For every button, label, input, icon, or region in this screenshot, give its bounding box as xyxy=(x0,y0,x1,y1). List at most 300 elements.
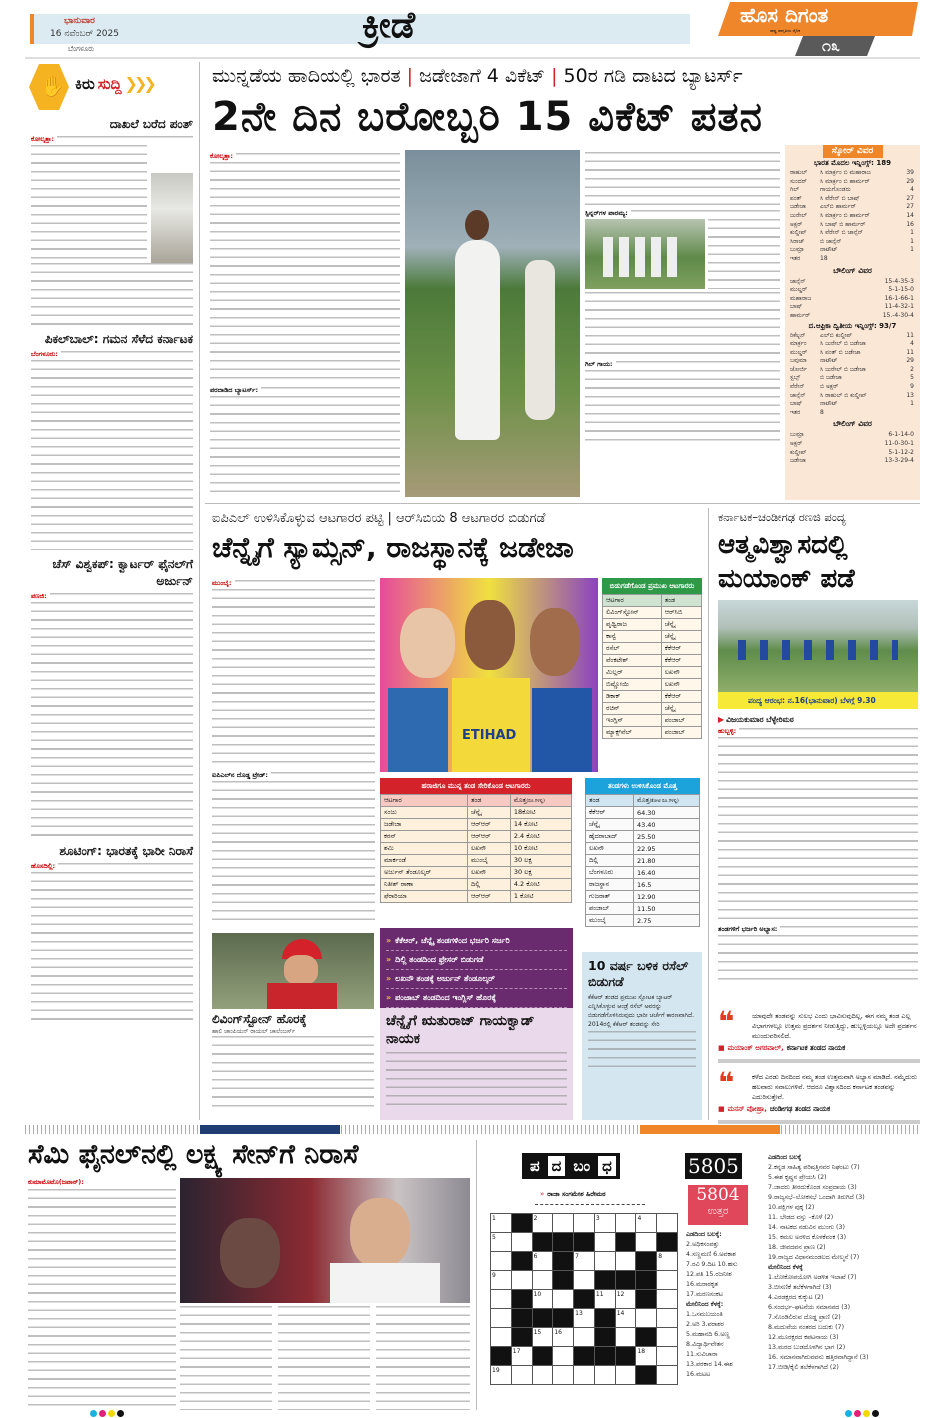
crossword-cell[interactable]: 12 xyxy=(615,1290,636,1309)
table-cell: ಚೆನ್ನೈ xyxy=(467,807,510,819)
masthead xyxy=(0,0,945,56)
crossword-cell[interactable] xyxy=(657,1214,678,1233)
black-cell xyxy=(636,1252,657,1271)
crossword-cell[interactable]: 5 xyxy=(491,1233,512,1252)
table-row xyxy=(586,903,700,915)
table-cell: ಹೈದರಾಬಾದ್ xyxy=(586,831,634,843)
chevrons-icon: ❯❯❯ xyxy=(124,74,153,93)
table-cell: ಸಂಜು xyxy=(381,807,468,819)
crossword-cell[interactable] xyxy=(511,1366,532,1385)
table-row xyxy=(603,679,702,691)
crossword-cell[interactable]: 17 xyxy=(511,1347,532,1366)
section-title: ಕ್ರೀಡೆ xyxy=(362,5,416,46)
clue-item: 3.ಬೀಸಣಿಕೆ ತಲೆಕೆಳಗಾಗಿದೆ (3) xyxy=(768,1284,832,1291)
black-cell xyxy=(574,1290,595,1309)
section-divider xyxy=(25,1125,920,1134)
batter-name: ಗಿಲ್ xyxy=(790,186,800,194)
table-cell: 1 ಕೋಟಿ xyxy=(510,891,571,903)
batter-name: ಇತರ xyxy=(790,408,801,416)
highlight-text: ಕೆಕೆಆರ್, ಚೆನ್ನೈ ತಂಡಗಳಿಂದ ಭರ್ಜರಿ ಸರ್ಜರಿ xyxy=(395,936,510,945)
column-header-unit: (ರೂ.ಗಳಲ್ಲಿ) xyxy=(526,799,545,804)
russell-title: 10 ವರ್ಷ ಬಳಿಕ ರಸೆಲ್ ಬಿಡುಗಡೆ xyxy=(588,958,689,989)
crossword-cell[interactable]: 11 xyxy=(594,1290,615,1309)
russell-lead: ಕೆಕೆಆರ್ ತಂಡದ ಪ್ರಮುಖ ಸ್ಫೋಟಕ ಬ್ಯಾಟರ್ ಎನ್ನಿಸಿಕೊಳ್ಳುವ ಆಂಡ್ರೆ ರಸೆಲ್ ಅವರನ್ನು ಬಿಡುಗಡೆಗೊಳಿಸಿರುವುದು ಭಾರೀ ಚರ್ಚೆಗೆ ಕಾರಣವಾಗಿದೆ. 2014ರಲ್ಲಿ ಕೆಕೆಆರ್ ತಂಡವನ್ನು ಸೇರಿ xyxy=(588,994,694,1028)
black-cell xyxy=(594,1328,615,1347)
ipl-kicker: ಐಪಿಎಲ್ ಉಳಿಸಿಕೊಳ್ಳುವ ಆಟಗಾರರ ಪಟ್ಟಿ | ಆರ್‌ಸಿಬಿಯ 8 ಆಟಗಾರರ ಬಿಡುಗಡೆ xyxy=(212,511,546,526)
crossword-cell[interactable]: 3 xyxy=(594,1214,615,1233)
match-time-caption: ಪಂದ್ಯ ಆರಂಭ: ನ.16(ಭಾನುವಾರ) ಬೆಳಗ್ಗೆ 9.30 xyxy=(748,696,876,705)
crossword-cell[interactable]: 2 xyxy=(532,1214,553,1233)
dismissal: ಎಲ್‌ಬಿ ಕುಲ್ದೀಪ್ xyxy=(820,331,853,339)
table-row xyxy=(603,655,702,667)
black-cell xyxy=(636,1290,657,1309)
innings-title: ದ.ಆಫ್ರಿಕಾ ದ್ವಿತೀಯ ಇನ್ನಿಂಗ್ಸ್: 93/7 xyxy=(808,321,897,330)
previous-answer-label: ಉತ್ತರ xyxy=(707,1206,729,1217)
black-cell xyxy=(491,1347,512,1366)
answer-item: 5.ಮಹಾನದಿ 6.ಅಣ್ಣ xyxy=(686,1331,730,1338)
crossword-cell[interactable] xyxy=(594,1252,615,1271)
runs: 4 xyxy=(910,186,914,194)
lead-body-col2 xyxy=(585,152,780,444)
dismissal: ಸಿ ರಾಹುಲ್ ಬಿ ಕುಲ್ದೀಪ್ xyxy=(820,391,867,399)
highlight-text: ದಿಲ್ಲಿ ತಂಡದಿಂದ ಫ್ರೇಸರ್ ಬಿಡುಗಡೆ xyxy=(395,955,484,964)
crossword-clues xyxy=(768,1153,920,1373)
batting-row xyxy=(790,212,915,221)
lead-kicker: ಮುನ್ನಡೆಯ ಹಾದಿಯಲ್ಲಿ ಭಾರತ | ಜಡೇಜಾಗೆ 4 ವಿಕೆಟ್ | 50ರ ಗಡಿ ದಾಟದ ಬ್ಯಾಟರ್ಸ್ xyxy=(212,65,743,87)
column-header: ಆಟಗಾರ xyxy=(381,795,468,807)
previous-answers xyxy=(686,1230,760,1380)
batting-row xyxy=(790,221,915,230)
quote-text: ಯಾವುದೇ ತಂಡವನ್ನು ಸುಲಭ ಎಂದು ಭಾವಿಸುವುದಿಲ್ಲ, ಈಗ ನಮ್ಮ ತಂಡ ಎಲ್ಲ ವಿಭಾಗಗಳಲ್ಲೂ ಉತ್ತಮ ಪ್ರದರ್ಶನ ನೀಡುತ್ತಿದ್ದು, ಹುಬ್ಬಳ್ಳಿಯಲ್ಲೂ ಅದೇ ಪ್ರದರ್ಶನ ಮುಂದುವರಿಸಲಿದೆ. xyxy=(752,1012,917,1040)
table-cell: ಅರ್ಜುನ್ ತೆಂಡೂಲ್ಕರ್ xyxy=(381,867,468,879)
previous-number: 5804 xyxy=(696,1185,740,1205)
crossword-cell[interactable] xyxy=(574,1366,595,1385)
black-cell xyxy=(511,1252,532,1271)
dismissal: ನಾಟೌಟ್ xyxy=(820,400,838,408)
table-cell: 14 ಕೋಟಿ xyxy=(510,819,571,831)
clue-item: 15. ಕಮಲ ಅರಳಿದ ಕೊಳಕೆವಂಕ (3) xyxy=(768,1234,847,1241)
table-row xyxy=(603,667,702,679)
ipl-subhead: ಐಪಿಎಲ್‌ನ ದೊಡ್ಡ ಟ್ರೇಡ್: xyxy=(212,771,269,779)
table-row xyxy=(603,727,702,739)
table-cell: ಲಖನೌ xyxy=(467,867,510,879)
column-header: ಮೊತ್ತ xyxy=(513,796,527,804)
table-cell: ಜಡೇಜಾ xyxy=(381,819,468,831)
lakshya-headline: ಸೆಮಿ ಫೈನಲ್‌ನಲ್ಲಿ ಲಕ್ಷ್ಯ ಸೇನ್‌ಗೆ ನಿರಾಸೆ xyxy=(28,1139,359,1170)
table-cell: ರಚಿನ್ xyxy=(603,703,662,715)
table-cell: 2.4 ಕೋಟಿ xyxy=(510,831,571,843)
bowling-figures: 6-1-14-0 xyxy=(888,431,914,439)
table-cell: ಆರ್‌ಆರ್ xyxy=(467,819,510,831)
table-cell: ಬಿಷ್ಣೋಯಿ xyxy=(603,679,662,691)
crossword-cell[interactable] xyxy=(615,1366,636,1385)
bowling-figures: 5-1-12-2 xyxy=(888,448,914,456)
answers-heading: ಎಡದಿಂದ ಬಲಕ್ಕೆ: xyxy=(686,1231,722,1238)
ipl-highlights xyxy=(380,928,573,1008)
clue-item: 14. ನಾಟಕದ ನಡುವಿನ ಮುಂಗು (3) xyxy=(768,1224,845,1231)
clues-heading: ಮೇಲಿನಿಂದ ಕೆಳಕ್ಕೆ xyxy=(768,1264,803,1271)
issue-day: ಭಾನುವಾರ xyxy=(64,16,95,26)
lead-subhead: ಪರದಾಡಿದ ಬ್ಯಾಟರ್ಸ್: xyxy=(210,386,259,394)
ipl-dateline: ಮುಂಬೈ: xyxy=(212,579,232,587)
lead-subhead: ಸ್ಪಿನ್ನರ್‌ಗಳ ಪಾರಮ್ಯ: xyxy=(585,209,628,217)
highlight-text: ಪಂಜಾಬ್ ತಂಡದಿಂದ ಇಂಗ್ಲಿಸ್ ಹೊರಕ್ಕೆ xyxy=(395,993,497,1002)
answer-item: 4.ಸಣ್ಣಮಣಿ 6.ಅವಕಾಶ xyxy=(686,1251,736,1258)
batter-name: ವೆರೇನ್ xyxy=(790,383,805,391)
purse-table xyxy=(585,778,700,927)
table-row xyxy=(586,915,700,927)
crossword-cell[interactable] xyxy=(636,1309,657,1328)
lead-subhead: ಗಿಲ್ ಗಾಯ: xyxy=(585,360,613,368)
gaikwad-box xyxy=(380,1008,573,1120)
clue-item: 19.ರಾಜ್ಯದ ವಿಧಾನಮಂಡಲದ ಮೇಲ್ಮನೆ (7) xyxy=(768,1254,860,1261)
bowling-figures: 5-1-15-0 xyxy=(888,286,914,294)
brief-title: ದಾಖಲೆ ಬರೆದ ಪಂತ್ xyxy=(109,117,193,131)
table-row xyxy=(586,891,700,903)
bowler-name: ಬುಮ್ರಾ xyxy=(790,431,805,439)
table-cell: ಕೆಕೆಆರ್ xyxy=(661,691,701,703)
released-table-title: ಬಿಡುಗಡೆಗೊಂಡ ಪ್ರಮುಖ ಆಟಗಾರರು xyxy=(602,578,702,594)
bowling-row xyxy=(790,431,915,440)
runs: 29 xyxy=(906,177,914,185)
batting-row xyxy=(790,349,915,358)
bowling-row xyxy=(790,286,915,295)
table-cell: 25.50 xyxy=(633,831,699,843)
lead-headline: 2ನೇ ದಿನ ಬರೋಬ್ಬರಿ 15 ವಿಕೆಟ್ ಪತನ xyxy=(212,94,763,140)
batting-row xyxy=(790,332,915,341)
crossword-cell[interactable]: 13 xyxy=(574,1309,595,1328)
crossword-cell[interactable] xyxy=(491,1309,512,1328)
bowling-figures: 16-1-66-1 xyxy=(884,294,914,302)
crossword-cell[interactable] xyxy=(491,1328,512,1347)
highlight-item xyxy=(386,989,567,1008)
clues-heading: ಎಡದಿಂದ ಬಲಕ್ಕೆ xyxy=(768,1154,802,1161)
answer-item: 2.ಅರಿ 3.ಪರಾಶರ xyxy=(686,1321,724,1328)
crossword-cell[interactable] xyxy=(511,1233,532,1252)
livingstone-story xyxy=(212,1011,374,1108)
quote-block xyxy=(718,1008,920,1063)
table-cell: ರಸೆಲ್ xyxy=(603,643,662,655)
print-registration-marks xyxy=(845,1410,879,1417)
quote-attribution xyxy=(718,1104,920,1114)
runs: 13 xyxy=(906,391,914,399)
crossword-cell[interactable] xyxy=(491,1290,512,1309)
kirusuddi-column xyxy=(25,60,197,1120)
runs: 39 xyxy=(906,169,914,176)
crossword-cell[interactable]: 1 xyxy=(491,1214,512,1233)
crossword-cell[interactable] xyxy=(553,1214,574,1233)
table-row xyxy=(381,819,572,831)
quote-mark-icon: ❝ xyxy=(718,1069,735,1099)
table-cell: ಪೃಥ್ವಿರಾಜ xyxy=(603,619,662,631)
kirusuddi-label: ಕಿರು xyxy=(75,75,95,93)
kirusuddi-label-accent: ಸುದ್ದಿ xyxy=(97,75,122,93)
kicker-part: 50ರ ಗಡಿ ದಾಟದ ಬ್ಯಾಟರ್ಸ್ xyxy=(563,65,743,87)
batter-name: ಜಡೇಜಾ xyxy=(790,203,806,211)
table-row xyxy=(586,879,700,891)
russell-box xyxy=(582,952,702,1120)
table-cell: ಪಂಜಾಬ್ xyxy=(586,903,634,915)
crossword-cell[interactable]: 9 xyxy=(491,1271,512,1290)
quote-block xyxy=(718,1069,920,1124)
batter-name: ಸ್ಟಬ್ಸ್ xyxy=(790,374,801,382)
lead-dateline: ಕೋಲ್ಕತ್ತಾ: xyxy=(210,152,233,160)
black-cell xyxy=(553,1309,574,1328)
crossword-cell[interactable]: 4 xyxy=(636,1214,657,1233)
crossword-cell[interactable] xyxy=(657,1309,678,1328)
batter-name: ಜುರೇಲ್ xyxy=(790,211,807,219)
crossword-cell[interactable] xyxy=(657,1290,678,1309)
batter-name: ಪಂತ್ xyxy=(790,194,802,202)
black-cell xyxy=(553,1252,574,1271)
table-cell: 16.40 xyxy=(633,867,699,879)
crossword-cell[interactable] xyxy=(615,1214,636,1233)
table-cell: ಕಾನ್ವೆ xyxy=(603,631,662,643)
title-letter: ದ xyxy=(548,1156,566,1176)
brief-dateline: ಕೋಲ್ಕತ್ತಾ: xyxy=(31,135,54,143)
runs: 1 xyxy=(910,246,914,254)
livingstone-lead: ಹಾಲಿ ಚಾಂಪಿಯನ್ ರಾಯಲ್ ಚಾಲೆಂಜರ್ಸ್ xyxy=(212,1028,296,1035)
traded-players-table xyxy=(380,778,572,903)
table-row xyxy=(586,867,700,879)
table-cell: ಮುಂಬೈ xyxy=(586,915,634,927)
crossword-cell[interactable] xyxy=(657,1366,678,1385)
batting-row xyxy=(790,366,915,375)
table-cell: ಚೆನ್ನೈ xyxy=(661,619,701,631)
crossword-cell[interactable] xyxy=(615,1252,636,1271)
table-cell: ಕೆಕೆಆರ್ xyxy=(661,643,701,655)
bowler-name: ಹಾರ್ಮರ್ xyxy=(790,311,811,319)
issue-city: ಬೆಂಗಳೂರು xyxy=(68,45,95,53)
purse-table-title: ತಂಡಗಳು ಉಳಿಸಿಕೊಂಡ ಮೊತ್ತ xyxy=(585,778,700,794)
table-cell: ಫೆರಾರಿಯಾ xyxy=(381,891,468,903)
author-arrow-icon: » xyxy=(540,1190,545,1198)
bowler-name: ಜಡೇಜಾ xyxy=(790,457,806,465)
table-cell: ಮ್ಯಾಕ್ಸ್‌ವೆಲ್ xyxy=(603,727,662,739)
bowler-name: ಮಹಾರಾಜ xyxy=(790,294,812,302)
answer-item: 7.ರವಿ 9.ದಿಟ 10.ಹಸು xyxy=(686,1261,738,1268)
dismissal: ಸಿ ಪಂತ್ ಬಿ ಜಡೇಜಾ xyxy=(820,348,861,356)
black-cell xyxy=(636,1271,657,1290)
crossword-cell[interactable]: 18 xyxy=(636,1347,657,1366)
table-row xyxy=(603,715,702,727)
crossword-cell[interactable] xyxy=(511,1271,532,1290)
dismissal: 18 xyxy=(820,254,828,262)
answer-item: 2.ಅಧಿಕಸಂಪತ್ತು xyxy=(686,1241,720,1248)
dismissal: ಎಲ್‌ಬಿ ಹಾರ್ಮರ್ xyxy=(820,203,856,211)
runs: 27 xyxy=(906,194,914,202)
black-cell xyxy=(636,1366,657,1385)
innings-title: ಭಾರತ ಮೊದಲ ಇನ್ನಿಂಗ್ಸ್: 189 xyxy=(814,159,891,167)
crossword-author-row xyxy=(540,1189,606,1199)
crossword-cell[interactable] xyxy=(615,1328,636,1347)
clue-item: 2.ಕನ್ನಡ ಸಾಹಿತ್ಯ ಪರಿಷತ್ತಿನವರ ನಿಘಂಟು (7) xyxy=(768,1164,860,1171)
brief-story xyxy=(31,843,193,1022)
brief-title: ಶೂಟಿಂಗ್: ಭಾರತಕ್ಕೆ ಭಾರೀ ನಿರಾಸೆ xyxy=(59,844,193,858)
crossword-cell[interactable]: 10 xyxy=(532,1290,553,1309)
brief-title: ಚೆಸ್ ವಿಶ್ವಕಪ್: ಕ್ವಾರ್ಟರ್ ಫೈನಲ್‌ಗೆ ಅರ್ಜುನ್ xyxy=(52,557,193,588)
crossword-cell[interactable]: 6 xyxy=(532,1252,553,1271)
highlight-item xyxy=(386,970,567,989)
bowling-row xyxy=(790,440,915,449)
print-registration-marks xyxy=(90,1410,124,1417)
batter-name: ಸುಂದರ್ xyxy=(790,177,807,185)
runs: 14 xyxy=(906,211,914,219)
crossword-cell[interactable] xyxy=(636,1233,657,1252)
crossword-cell[interactable] xyxy=(532,1366,553,1385)
column-header: ತಂಡ xyxy=(467,795,510,807)
table-cell: ಬೆಂಗಳೂರು xyxy=(586,867,634,879)
highlight-item xyxy=(386,932,567,951)
crossword-cell[interactable] xyxy=(532,1271,553,1290)
table-cell: 4.2 ಕೋಟಿ xyxy=(510,879,571,891)
dismissal: ಬಿ ಜಡೇಜಾ xyxy=(820,374,842,382)
table-cell: ಗುಜರಾತ್ xyxy=(586,891,634,903)
batter-name: ಬಾಷ್ xyxy=(790,400,803,408)
clue-item: 9.ರಾಜ್ಯಸಭೆ–ಲೋಕಸಭೆ ಒಂದಾಗಿ ತಿರುಗಿದೆ (3) xyxy=(768,1194,865,1201)
black-cell xyxy=(532,1233,553,1252)
crossword-cell[interactable] xyxy=(553,1366,574,1385)
batting-row xyxy=(790,178,915,187)
brief-title: ಪಿಕಲ್‌ಬಾಲ್: ಗಮನ ಸೆಳೆದ ಕರ್ನಾಟಕ xyxy=(44,332,193,346)
column-header: ತಂಡ xyxy=(586,795,634,807)
livingstone-photo xyxy=(212,933,374,1009)
table-cell: ನಿತೀಶ್ ರಾಣಾ xyxy=(381,879,468,891)
table-cell: ಮಾರ್ಕಂಡೆ xyxy=(381,855,468,867)
brief-story xyxy=(31,116,193,325)
dismissal: ಸಿ ಜುರೇಲ್ ಬಿ ಜಡೇಜಾ xyxy=(820,340,866,348)
lead-body-col1 xyxy=(210,150,400,496)
crossword-cell[interactable] xyxy=(574,1328,595,1347)
table-cell: ಲಖನೌ xyxy=(467,843,510,855)
batting-row xyxy=(790,383,915,392)
bowling-row xyxy=(790,278,915,287)
table-cell: ಕೆಕೆಆರ್ xyxy=(661,655,701,667)
batting-row xyxy=(790,186,915,195)
table-cell: ಕರನ್ xyxy=(381,831,468,843)
black-cell xyxy=(636,1328,657,1347)
table-cell: ಮಿಲ್ಲರ್ xyxy=(603,667,662,679)
bowling-row xyxy=(790,457,915,466)
traded-table-title: ಹರಾಜಿಗೂ ಮುನ್ನ ತಂಡ ಸೇರಿಕೊಂಡ ಆಟಗಾರರು xyxy=(380,778,572,794)
batting-row xyxy=(790,357,915,366)
crossword-cell[interactable] xyxy=(553,1347,574,1366)
batter-name: ಮಾರ್ಕ್ರಂ xyxy=(790,340,807,348)
crossword-cell[interactable]: 16 xyxy=(553,1328,574,1347)
answer-item: 8.ವಿದ್ಯಾರ್ಥಿವೇತನ xyxy=(686,1341,724,1348)
table-cell: 12.90 xyxy=(633,891,699,903)
team-celebration-photo xyxy=(585,219,705,289)
brief-story xyxy=(31,331,193,550)
ranji-body xyxy=(718,714,918,981)
table-row xyxy=(586,843,700,855)
previous-answer-box xyxy=(688,1185,748,1225)
runs: 16 xyxy=(906,220,914,228)
black-cell xyxy=(574,1347,595,1366)
bowling-row xyxy=(790,312,915,321)
black-cell xyxy=(553,1271,574,1290)
table-cell: 21.80 xyxy=(633,855,699,867)
square-bullet-icon: ■ xyxy=(718,1105,725,1113)
dismissal: ಸಿ ವೆರೇನ್ ಬಿ ಜಾನ್ಸೆನ್ xyxy=(820,229,864,237)
clue-item: 7.ಜಾದರು ತೀರದುಕೊಂಡ ಸಂಪ್ರದಾಯ (3) xyxy=(768,1184,857,1191)
crossword-cell[interactable] xyxy=(574,1271,595,1290)
answer-item: 1.ಒಸಮಬಯಂತಿ xyxy=(686,1311,723,1318)
batting-row xyxy=(790,169,915,178)
crossword-cell[interactable]: 8 xyxy=(657,1252,678,1271)
quote-name: ಮನನ್ ವೋಹ್ರಾ, xyxy=(727,1105,767,1113)
paper-name: ಹೊಸ ದಿಗಂತ xyxy=(740,3,829,27)
black-cell xyxy=(594,1271,615,1290)
table-cell: 18ಕೋಟಿ xyxy=(510,807,571,819)
jadeja-bowling-photo xyxy=(405,150,580,497)
crossword-cell[interactable] xyxy=(594,1366,615,1385)
bowling-title: ಬೌಲಿಂಗ್ ವಿವರ xyxy=(833,419,872,429)
batting-row xyxy=(790,229,915,238)
runs: 27 xyxy=(906,203,914,211)
crossword-grid[interactable] xyxy=(490,1213,678,1385)
crossword-cell[interactable] xyxy=(657,1347,678,1366)
runs: 11 xyxy=(906,348,914,356)
bowler-name: ಅಕ್ಷರ್ xyxy=(790,440,803,448)
dismissal: ಸಿ ಮಾರ್ಕ್ರಂ ಬಿ ಹಾರ್ಮರ್ xyxy=(820,177,870,185)
ipl-body xyxy=(212,577,375,921)
brief-dateline: ಪಣಜಿ: xyxy=(31,592,47,600)
hand-icon: ✋ xyxy=(40,74,65,98)
livingstone-title: ಲಿವಿಂಗ್‌ಸ್ಟೋನ್ ಹೊರಕ್ಕೆ xyxy=(212,1012,307,1026)
table-cell: 64.30 xyxy=(633,807,699,819)
table-row xyxy=(381,879,572,891)
clue-item: 16. ಸಮಾನವಾಗಿರುವವನು ಹತ್ತಿರವಾಗಿದ್ದಾನೆ (3) xyxy=(768,1354,869,1361)
crossword-cell[interactable] xyxy=(574,1214,595,1233)
crossword-cell[interactable]: 7 xyxy=(574,1252,595,1271)
bowler-name: ಬಾಷ್ xyxy=(790,303,803,311)
crossword-cell[interactable] xyxy=(657,1328,678,1347)
crossword-cell[interactable] xyxy=(657,1271,678,1290)
crossword-author: ರಾಜಾ ಸಂಗಮೇಶ ಹಿರೇಮಠ xyxy=(547,1190,606,1198)
title-letter: ಧ xyxy=(598,1156,616,1176)
highlight-text: ಲಖನೌ ತಂಡಕ್ಕೆ ಅರ್ಜುನ್ ತೆಂಡೂಲ್ಕರ್ xyxy=(395,974,495,983)
black-cell xyxy=(511,1214,532,1233)
bullet-arrow-icon: » xyxy=(386,955,392,964)
crossword-cell[interactable] xyxy=(594,1233,615,1252)
table-row xyxy=(381,891,572,903)
table-row xyxy=(603,619,702,631)
batter-name: ಕುಲ್ದೀಪ್ xyxy=(790,229,807,237)
crossword-cell[interactable]: 19 xyxy=(491,1366,512,1385)
table-cell: 30 ಲಕ್ಷ xyxy=(510,867,571,879)
table-row xyxy=(381,807,572,819)
black-cell xyxy=(532,1347,553,1366)
table-cell: ಚೆನ್ನೈ xyxy=(586,819,634,831)
table-cell: ಲಖನೌ xyxy=(661,679,701,691)
clue-item: 7.ಸೊಂಡಿಲಿರುವ ದೊಡ್ಡ ಪ್ರಾಣಿ (2) xyxy=(768,1314,841,1321)
clue-item: 6.ಸಂದರ್ಭ–ಘಟನೆಯ ಸಮಾನಪದ (3) xyxy=(768,1304,851,1311)
clue-item: 5.ಈಶ ಕೃಷ್ಣನ ಪ್ರೇಯಸಿ (2) xyxy=(768,1174,827,1181)
square-bullet-icon: ■ xyxy=(718,1044,725,1052)
crossword-cell[interactable]: 15 xyxy=(532,1328,553,1347)
batter-name: ಜಾನ್ಸೆನ್ xyxy=(790,391,806,399)
table-cell: ಕೆಕೆಆರ್ xyxy=(586,807,634,819)
table-cell: 16.5 xyxy=(633,879,699,891)
crossword-cell[interactable]: 14 xyxy=(615,1309,636,1328)
crossword-cell[interactable] xyxy=(553,1290,574,1309)
crossword-cell[interactable] xyxy=(491,1252,512,1271)
table-row xyxy=(381,843,572,855)
table-row xyxy=(603,703,702,715)
answer-item: 17.ಮರಣಸಂಕಟ xyxy=(686,1291,723,1298)
players-photo xyxy=(380,578,598,772)
